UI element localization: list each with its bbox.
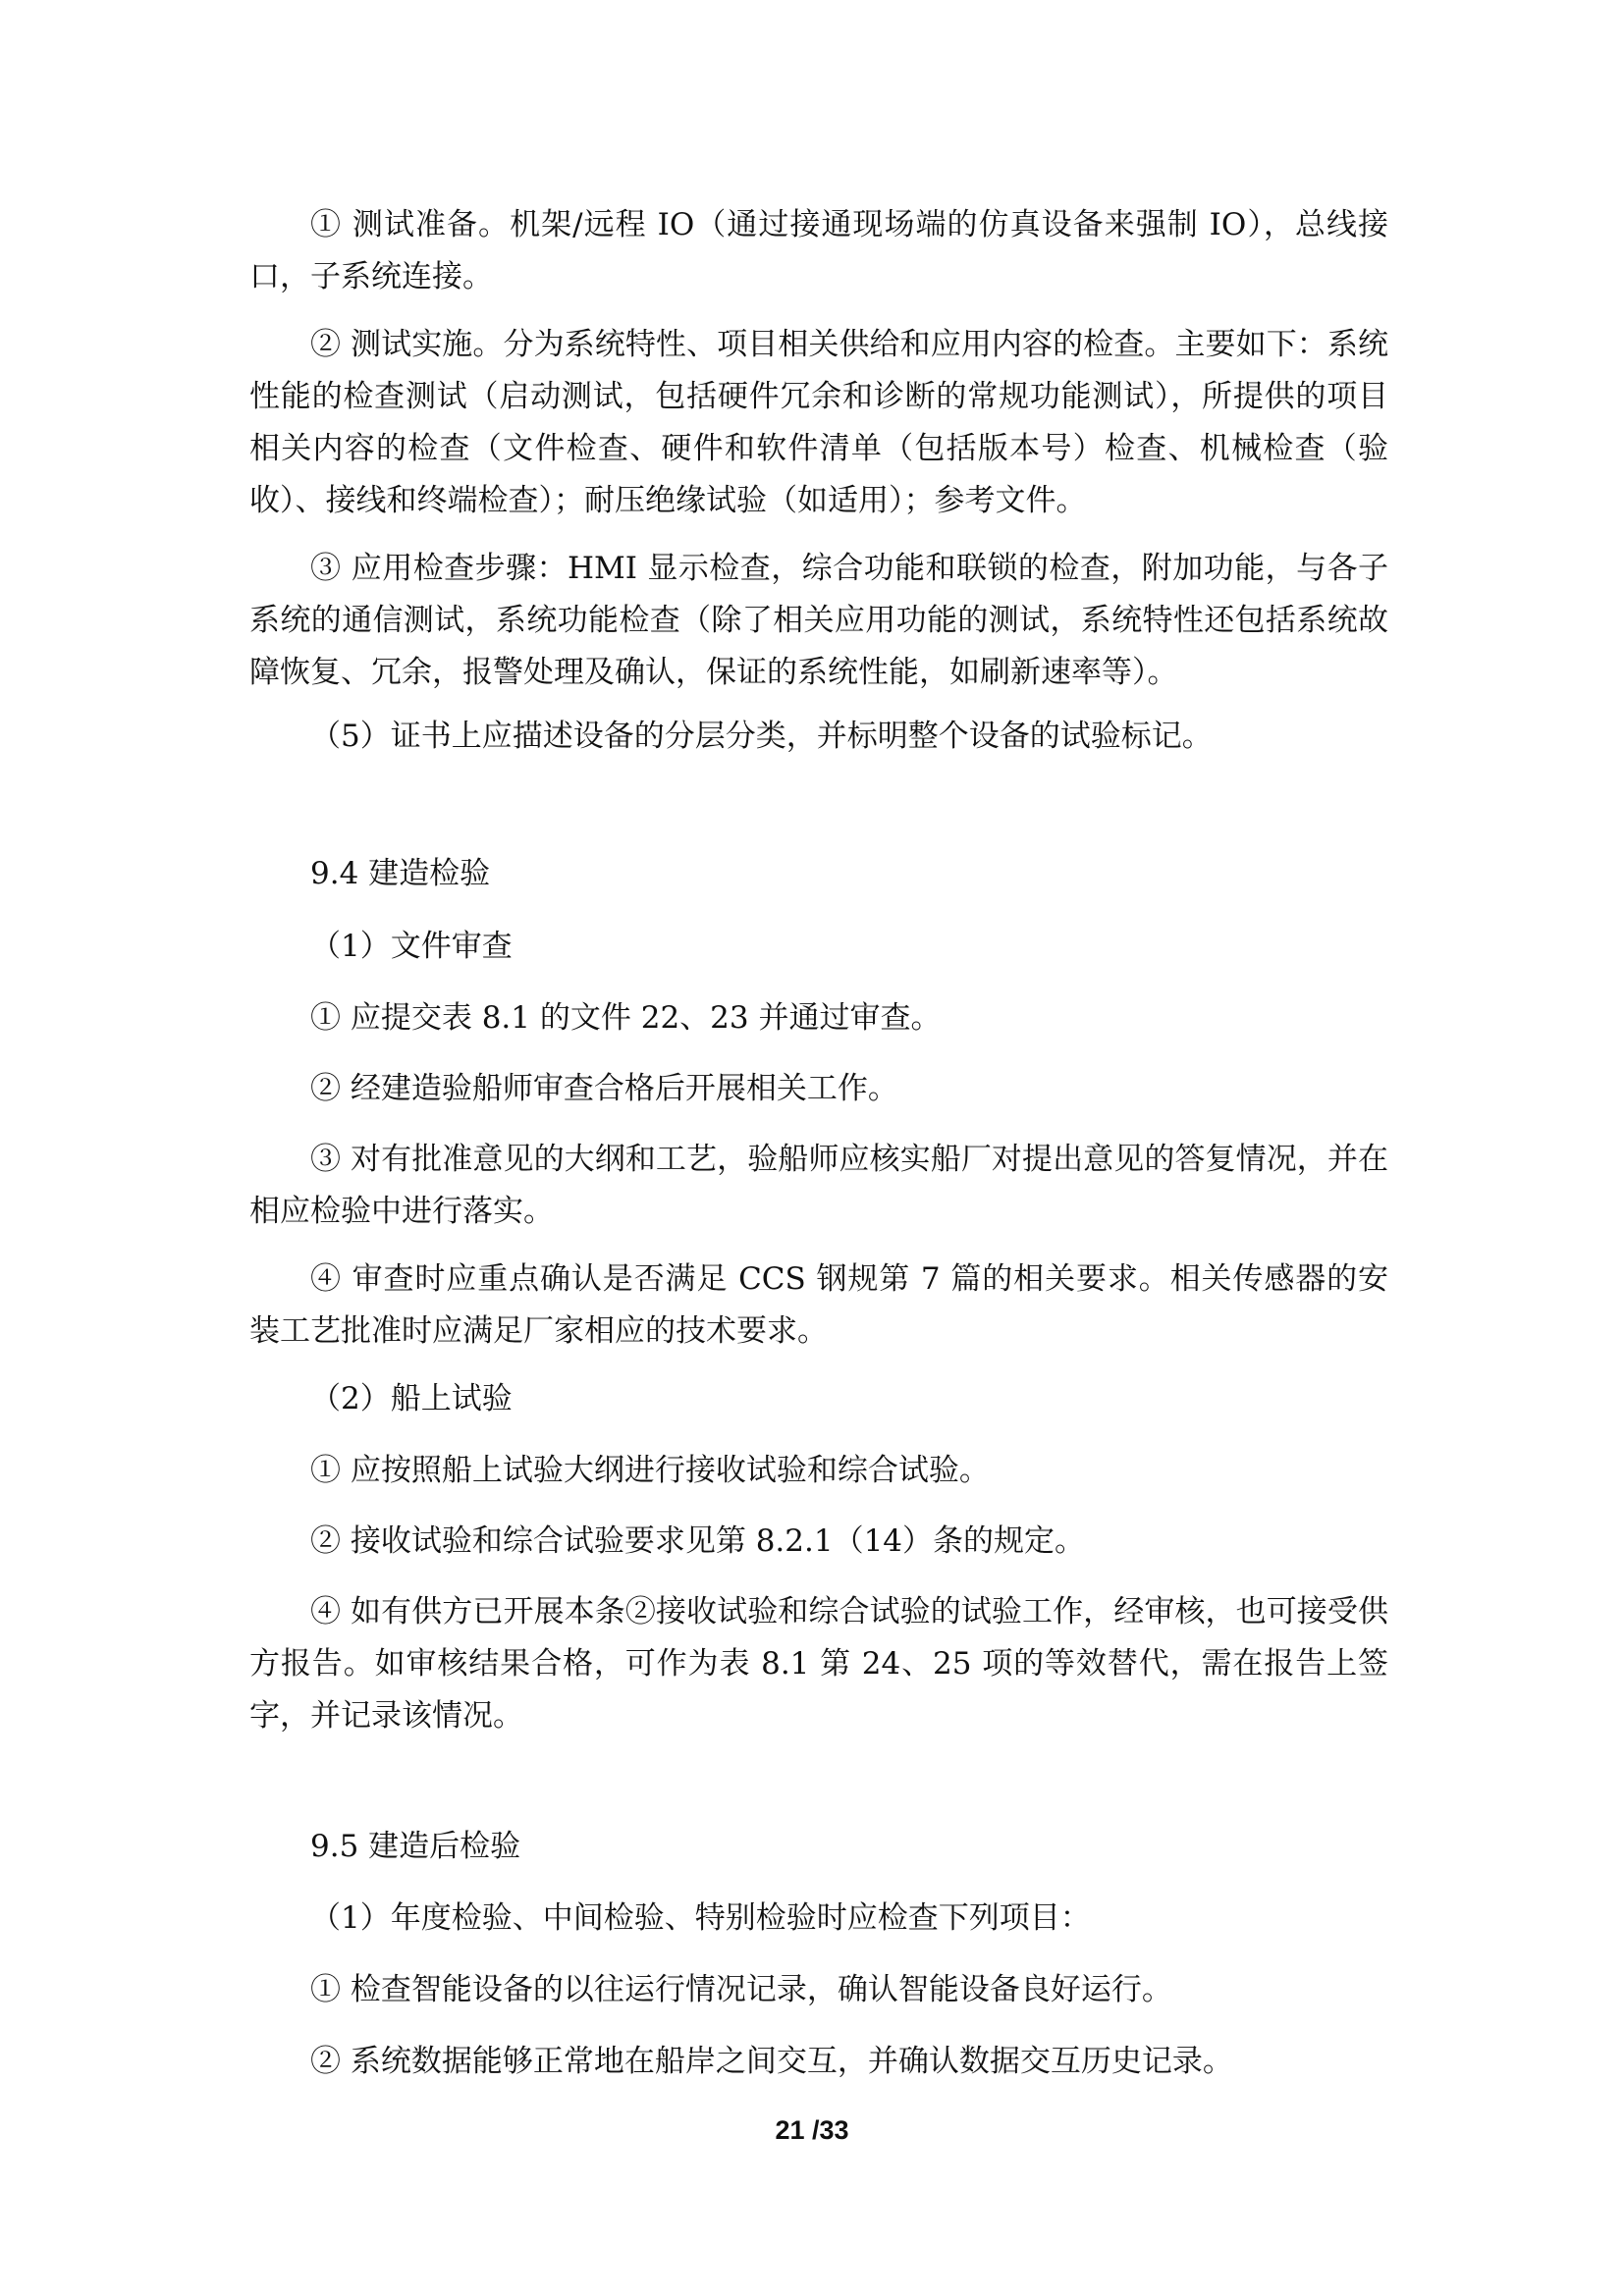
subheading-document-review: （1）文件审查 — [310, 929, 513, 964]
section-heading-9-5: 9.5 建造后检验 — [310, 1829, 521, 1864]
page-number: 21 /33 — [775, 2115, 849, 2145]
list-item: ② 经建造验船师审查合格后开展相关工作。 — [310, 1071, 898, 1106]
subheading-onboard-test: （2）船上试验 — [310, 1381, 513, 1416]
list-item: ③ 对有批准意见的大纲和工艺，验船师应核实船厂对提出意见的答复情况，并在相应检验中进行落实。 — [249, 1142, 1388, 1229]
subheading-periodic-surveys: （1）年度检验、中间检验、特别检验时应检查下列项目： — [310, 1900, 1091, 1936]
list-item: ① 检查智能设备的以往运行情况记录，确认智能设备良好运行。 — [310, 1972, 1172, 2007]
paragraph-test-implementation: ② 测试实施。分为系统特性、项目相关供给和应用内容的检查。主要如下：系统性能的检查测试（启动测试，包括硬件冗余和诊断的常规功能测试），所提供的项目相关内容的检查（文件检查、硬件和软件清单（包括版本号）检查、机械检查（验收）、接线和终端检查）；耐压绝缘试验（如适用）；参考文件。 — [249, 327, 1388, 518]
list-item: ④ 审查时应重点确认是否满足 CCS 钢规第 7 篇的相关要求。相关传感器的安装工艺批准时应满足厂家相应的技术要求。 — [249, 1261, 1388, 1349]
list-item: ① 应按照船上试验大纲进行接收试验和综合试验。 — [310, 1453, 990, 1488]
paragraph-application-check: ③ 应用检查步骤：HMI 显示检查，综合功能和联锁的检查，附加功能，与各子系统的通信测试，系统功能检查（除了相关应用功能的测试，系统特性还包括系统故障恢复、冗余，报警处理及确认，保证的系统性能，如刷新速率等）。 — [249, 551, 1388, 690]
list-item: ② 系统数据能够正常地在船岸之间交互，并确认数据交互历史记录。 — [310, 2044, 1233, 2079]
paragraph-certificate: （5）证书上应描述设备的分层分类，并标明整个设备的试验标记。 — [310, 719, 1213, 754]
list-item: ① 应提交表 8.1 的文件 22、23 并通过审查。 — [310, 1000, 942, 1036]
list-item: ② 接收试验和综合试验要求见第 8.2.1（14）条的规定。 — [310, 1523, 1086, 1559]
section-heading-9-4: 9.4 建造检验 — [310, 856, 491, 891]
paragraph-test-preparation: ① 测试准备。机架/远程 IO（通过接通现场端的仿真设备来强制 IO），总线接口，子系统连接。 — [249, 207, 1388, 294]
list-item: ④ 如有供方已开展本条②接收试验和综合试验的试验工作，经审核，也可接受供方报告。如审核结果合格，可作为表 8.1 第 24、25 项的等效替代，需在报告上签字，并记录该情况。 — [249, 1594, 1388, 1734]
